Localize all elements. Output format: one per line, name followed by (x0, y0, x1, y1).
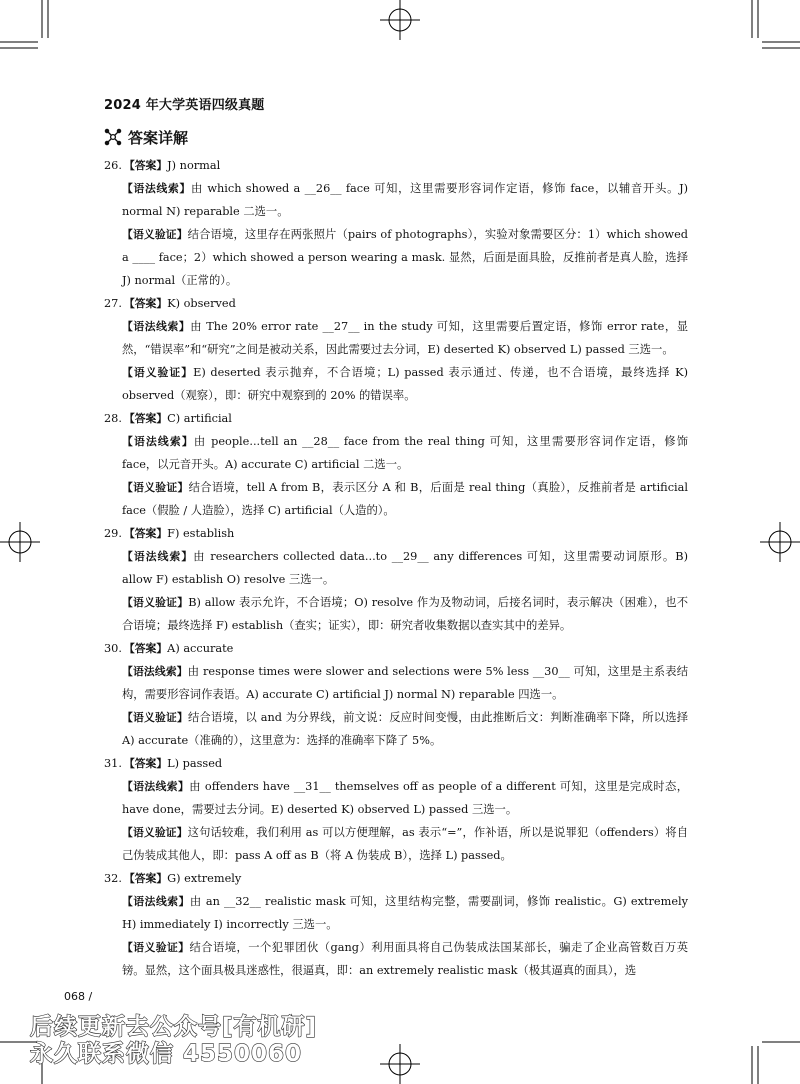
grammar-clue (104, 775, 688, 821)
grammar-clue (104, 890, 688, 936)
semantic-tag: 【语义验证】 (122, 481, 189, 494)
watermark (30, 1014, 317, 1068)
grammar-tag: 【语法线索】 (122, 182, 192, 195)
section-heading (104, 127, 188, 147)
semantic-tag: 【语义验证】 (122, 228, 188, 241)
grammar-text: 由 an __32__ realistic mask 可知，这里结构完整，需要副词，修饰 realistic。G) extremely H) immediately I) incorrectly 三选一。 (122, 895, 688, 931)
grammar-text: 由 offenders have __31__ themselves off as people of a different 可知，这里是完成时态，have done，需要过去分词。E) deserted K) observed L) passed 三选一。 (122, 780, 689, 816)
question-number: 29. (104, 527, 122, 540)
running-title: 2024 年大学英语四级真题 (104, 98, 265, 113)
answer-item (104, 154, 688, 292)
grammar-clue (104, 177, 688, 223)
grammar-tag: 【语法线索】 (122, 550, 194, 563)
question-number: 27. (104, 297, 122, 310)
grammar-text: 由 which showed a __26__ face 可知，这里需要形容词作定语，修饰 face，以辅音开头。J) normal N) reparable 二选一。 (122, 182, 689, 218)
answer-tag: 【答案】 (123, 527, 168, 540)
answer-tag: 【答案】 (123, 297, 168, 310)
semantic-tag: 【语义验证】 (122, 596, 189, 609)
grammar-tag: 【语法线索】 (122, 435, 194, 448)
question-number: 26. (104, 159, 122, 172)
answer-line (104, 154, 688, 177)
grammar-tag: 【语法线索】 (122, 320, 191, 333)
grammar-clue (104, 660, 688, 706)
section-title: 答案详解 (128, 128, 189, 147)
answer-value: F) establish (167, 527, 235, 540)
question-number: 31. (104, 757, 122, 770)
semantic-check (104, 936, 688, 982)
answer-tag: 【答案】 (123, 159, 168, 172)
grammar-clue (104, 315, 688, 361)
grammar-clue (104, 430, 688, 476)
semantic-text: 结合语境，以 and 为分界线，前文说：反应时间变慢，由此推断后文：判断准确率下降，所以选择 A) accurate（准确的），这里意为：选择的准确率下降了 5%。 (122, 711, 688, 747)
answer-line (104, 522, 688, 545)
items-host (104, 154, 688, 982)
grammar-tag: 【语法线索】 (122, 665, 188, 678)
semantic-tag: 【语义验证】 (122, 711, 188, 724)
answer-list (104, 154, 688, 982)
answer-tag: 【答案】 (123, 412, 168, 425)
semantic-text: 结合语境，这里存在两张照片（pairs of photographs），实验对象需要区分：1）which showed a ____ face；2）which showed a person wearing a mask. 显然，后面是面具脸，反推前者是真人脸，选择 J) normal（正常的）。 (122, 228, 688, 287)
answer-line (104, 752, 688, 775)
answer-tag: 【答案】 (123, 642, 168, 655)
answer-line (104, 292, 688, 315)
answer-tag: 【答案】 (123, 757, 168, 770)
semantic-check (104, 706, 688, 752)
grammar-tag: 【语法线索】 (122, 895, 190, 908)
answer-item (104, 292, 688, 407)
answer-value: J) normal (167, 159, 221, 172)
semantic-check (104, 361, 688, 407)
page-number: 068 / (64, 990, 93, 1003)
semantic-check (104, 821, 688, 867)
answer-line (104, 407, 688, 430)
answer-item (104, 407, 688, 522)
answer-value: A) accurate (167, 642, 234, 655)
answer-item (104, 752, 688, 867)
semantic-tag: 【语义验证】 (122, 941, 190, 954)
molecule-icon (104, 128, 122, 146)
semantic-text: B) allow 表示允许，不合语境；O) resolve 作为及物动词，后接名词时，表示解决（困难），也不合语境；最终选择 F) establish（查实；证实），即：研究者收集数据以查实其中的差异。 (122, 596, 688, 632)
watermark-line-2: 永久联系微信 4550060 (30, 1041, 303, 1067)
semantic-check (104, 223, 688, 292)
answer-line (104, 867, 688, 890)
grammar-text: 由 response times were slower and selections were 5% less __30__ 可知，这里是主系表结构，需要形容词作表语。A) accurate C) artificial J) normal N) reparable 四选一。 (122, 665, 688, 701)
semantic-check (104, 476, 688, 522)
answer-item (104, 867, 688, 982)
semantic-text: E) deserted 表示抛弃，不合语境；L) passed 表示通过、传递，也不合语境，最终选择 K) observed（观察），即：研究中观察到的 20% 的错误率。 (122, 366, 689, 402)
answer-value: G) extremely (167, 872, 242, 885)
semantic-tag: 【语义验证】 (122, 366, 194, 379)
semantic-check (104, 591, 688, 637)
question-number: 28. (104, 412, 122, 425)
grammar-text: 由 people...tell an __28__ face from the real thing 可知，这里需要形容词作定语，修饰 face，以元音开头。A) accurate C) artificial 二选一。 (122, 435, 689, 471)
grammar-text: 由 researchers collected data...to __29__ any differences 可知，这里需要动词原形。B) allow F) establish O) resolve 三选一。 (122, 550, 689, 586)
answer-item (104, 522, 688, 637)
question-number: 30. (104, 642, 122, 655)
question-number: 32. (104, 872, 122, 885)
semantic-text: 这句话较难，我们利用 as 可以方便理解，as 表示“=”，作补语，所以是说罪犯（offenders）将自己伪装成其他人，即：pass A off as B（将 A 伪装成 B），选择 L) passed。 (122, 826, 689, 862)
grammar-text: 由 The 20% error rate __27__ in the study 可知，这里需要后置定语，修饰 error rate，显然，“错误率”和“研究”之间是被动关系，因此需要过去分词，E) deserted K) observed L) passed 三选一。 (122, 320, 688, 356)
answer-value: K) observed (167, 297, 236, 310)
semantic-tag: 【语义验证】 (122, 826, 188, 839)
answer-item (104, 637, 688, 752)
grammar-clue (104, 545, 688, 591)
answer-value: C) artificial (167, 412, 232, 425)
watermark-line-1: 后续更新去公众号[有机研] (30, 1014, 318, 1040)
semantic-text: 结合语境，tell A from B，表示区分 A 和 B，后面是 real thing（真脸），反推前者是 artificial face（假脸 / 人造脸），选择 C) artificial（人造的）。 (122, 481, 688, 517)
semantic-text: 结合语境，一个犯罪团伙（gang）利用面具将自己伪装成法国某部长，骗走了企业高管数百万英镑。显然，这个面具极具迷惑性，很逼真，即：an extremely realistic mask（极其逼真的面具），选 (122, 941, 689, 977)
answer-value: L) passed (167, 757, 223, 770)
grammar-tag: 【语法线索】 (122, 780, 190, 793)
answer-tag: 【答案】 (123, 872, 168, 885)
answer-line (104, 637, 688, 660)
